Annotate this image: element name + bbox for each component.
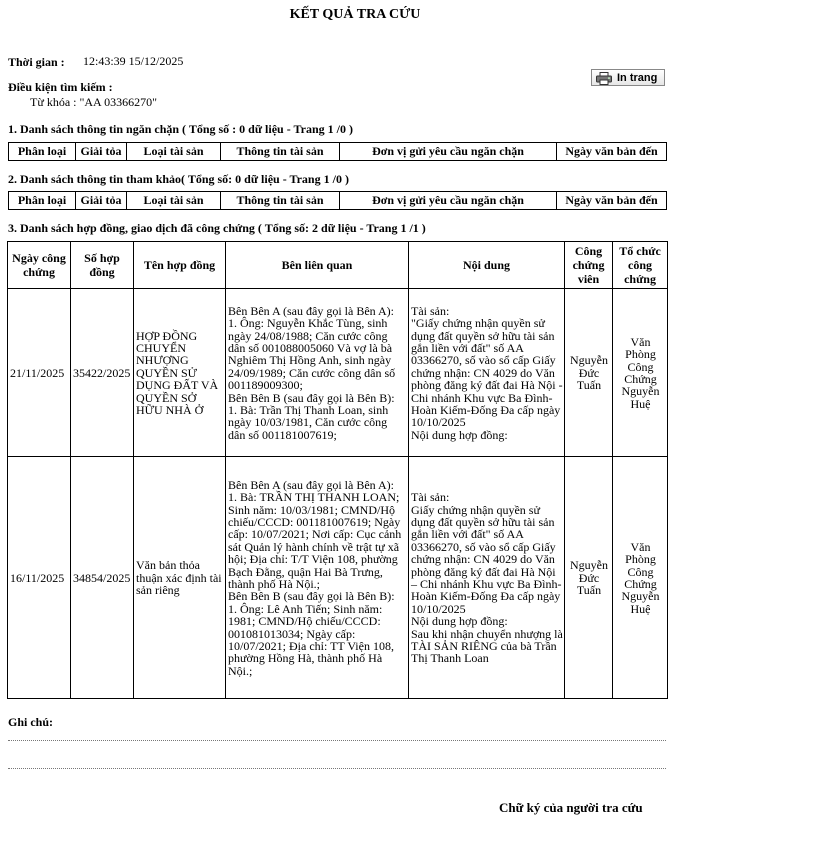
note-line <box>8 768 666 769</box>
time-label: Thời gian : <box>8 55 65 69</box>
column-header: Số hợp đồng <box>71 242 134 289</box>
column-header: Tổ chức công chứng <box>613 242 668 289</box>
contract-number: 34854/2025 <box>71 457 134 699</box>
page-title: KẾT QUẢ TRA CỨU <box>289 7 421 22</box>
column-header: Đơn vị gửi yêu cầu ngăn chặn <box>340 192 557 210</box>
printer-icon <box>596 72 612 84</box>
table-row <box>8 457 668 699</box>
contract-content: Tài sản: "Giấy chứng nhận quyền sử dụng đất quyền sở hữu tài sản gắn liền với đất" số AA 03366270, số vào sổ cấp Giấy chứng nhận: CN 4029 do Văn phòng đăng ký đất đai Hà Nội - Chi nhánh Khu vực Ba Đình-Hoàn Kiếm-Đống Đa cấp ngày 10/10/2025 Nội dung hợp đồng: <box>409 289 565 457</box>
notarized-date: 16/11/2025 <box>8 457 71 699</box>
notary-officer: Nguyễn Đức Tuấn <box>565 289 613 457</box>
column-header: Giải tỏa <box>76 192 127 210</box>
column-header: Nội dung <box>409 242 565 289</box>
column-header: Thông tin tài sản <box>221 143 340 161</box>
column-header: Ngày văn bản đến <box>557 192 667 210</box>
related-parties: Bên Bên A (sau đây gọi là Bên A): 1. Bà: TRẦN THỊ THANH LOAN; Sinh năm: 10/03/1981; CMND/Hộ chiếu/CCCD: 001181007619; Ngày cấp: 10/07/2021; Nơi cấp: Cục cảnh sát Quản lý hành chính về trật tự xã hội; Địa chỉ: T/T Viện 108, phường Bạch Đằng, quận Hai Bà Trưng, thành phố Hà Nội.; Bên Bên B (sau đây gọi là Bên B): 1. Ông: Lê Anh Tiến; Sinh năm: 1981; CMND/Hộ chiếu/CCCD: 001081013034; Ngày cấp: 10/07/2021; Địa chỉ: TT Viện 108, phường Hồng Hà, thành phố Hà Nội.; <box>226 457 409 699</box>
search-condition-label: Điều kiện tìm kiếm : <box>8 80 113 94</box>
section-2-title: 2. Danh sách thông tin tham khảo( Tổng số: 0 dữ liệu - Trang 1 /0 ) <box>8 172 349 186</box>
column-header: Phân loại <box>9 192 76 210</box>
time-value: 12:43:39 15/12/2025 <box>83 54 184 68</box>
contract-number: 35422/2025 <box>71 289 134 457</box>
notary-officer: Nguyễn Đức Tuấn <box>565 457 613 699</box>
contract-name: HỢP ĐỒNG CHUYỂN NHƯỢNG QUYỀN SỬ DỤNG ĐẤT VÀ QUYỀN SỞ HỮU NHÀ Ở <box>134 289 226 457</box>
notary-organization: Văn Phòng Công Chứng Nguyễn Huệ <box>613 289 668 457</box>
column-header: Đơn vị gửi yêu cầu ngăn chặn <box>340 143 557 161</box>
column-header: Thông tin tài sản <box>221 192 340 210</box>
print-button-label: In trang <box>617 71 658 84</box>
section-1-title: 1. Danh sách thông tin ngăn chặn ( Tổng số : 0 dữ liệu - Trang 1 /0 ) <box>8 122 353 136</box>
table-row <box>8 289 668 457</box>
column-header: Phân loại <box>9 143 76 161</box>
note-label: Ghi chú: <box>8 715 54 729</box>
notary-organization: Văn Phòng Công Chứng Nguyễn Huệ <box>613 457 668 699</box>
column-header: Bên liên quan <box>226 242 409 289</box>
contract-content: Tài sản: Giấy chứng nhận quyền sử dụng đất quyền sở hữu tài sản gắn liền với đất" số AA 03366270, số vào sổ cấp Giấy chứng nhận: CN 4029 do Văn phòng đăng ký đất đai Hà Nội – Chi nhánh Khu vực Ba Đình-Hoàn Kiếm-Đống Đa cấp ngày 10/10/2025 Nội dung hợp đồng: Sau khi nhận chuyển nhượng là TÀI SẢN RIÊNG của bà Trần Thị Thanh Loan <box>409 457 565 699</box>
signature-label: Chữ ký của người tra cứu <box>499 800 643 815</box>
notarized-date: 21/11/2025 <box>8 289 71 457</box>
contracts-table <box>7 241 668 699</box>
note-line <box>8 740 666 741</box>
section-3-title: 3. Danh sách hợp đồng, giao dịch đã công chứng ( Tổng số: 2 dữ liệu - Trang 1 /1 ) <box>8 221 426 235</box>
column-header: Loại tài sản <box>127 143 221 161</box>
blocking-info-table <box>8 142 667 161</box>
column-header: Giải tỏa <box>76 143 127 161</box>
search-keyword: Từ khóa : "AA 03366270" <box>30 95 157 109</box>
reference-info-table <box>8 191 667 210</box>
column-header: Công chứng viên <box>565 242 613 289</box>
column-header: Ngày văn bản đến <box>557 143 667 161</box>
print-button[interactable] <box>591 69 665 86</box>
related-parties: Bên Bên A (sau đây gọi là Bên A): 1. Ông: Nguyễn Khắc Tùng, sinh ngày 24/08/1988; Căn cước công dân số 001088005060 Và vợ là bà Nghiêm Thị Hồng Anh, sinh ngày 24/09/1989; Căn cước công dân số 001189009300; Bên Bên B (sau đây gọi là Bên B): 1. Bà: Trần Thị Thanh Loan, sinh ngày 10/03/1981, Căn cước công dân số 001181007619; <box>226 289 409 457</box>
column-header: Loại tài sản <box>127 192 221 210</box>
contract-name: Văn bản thỏa thuận xác định tài sản riêng <box>134 457 226 699</box>
column-header: Ngày công chứng <box>8 242 71 289</box>
column-header: Tên hợp đồng <box>134 242 226 289</box>
